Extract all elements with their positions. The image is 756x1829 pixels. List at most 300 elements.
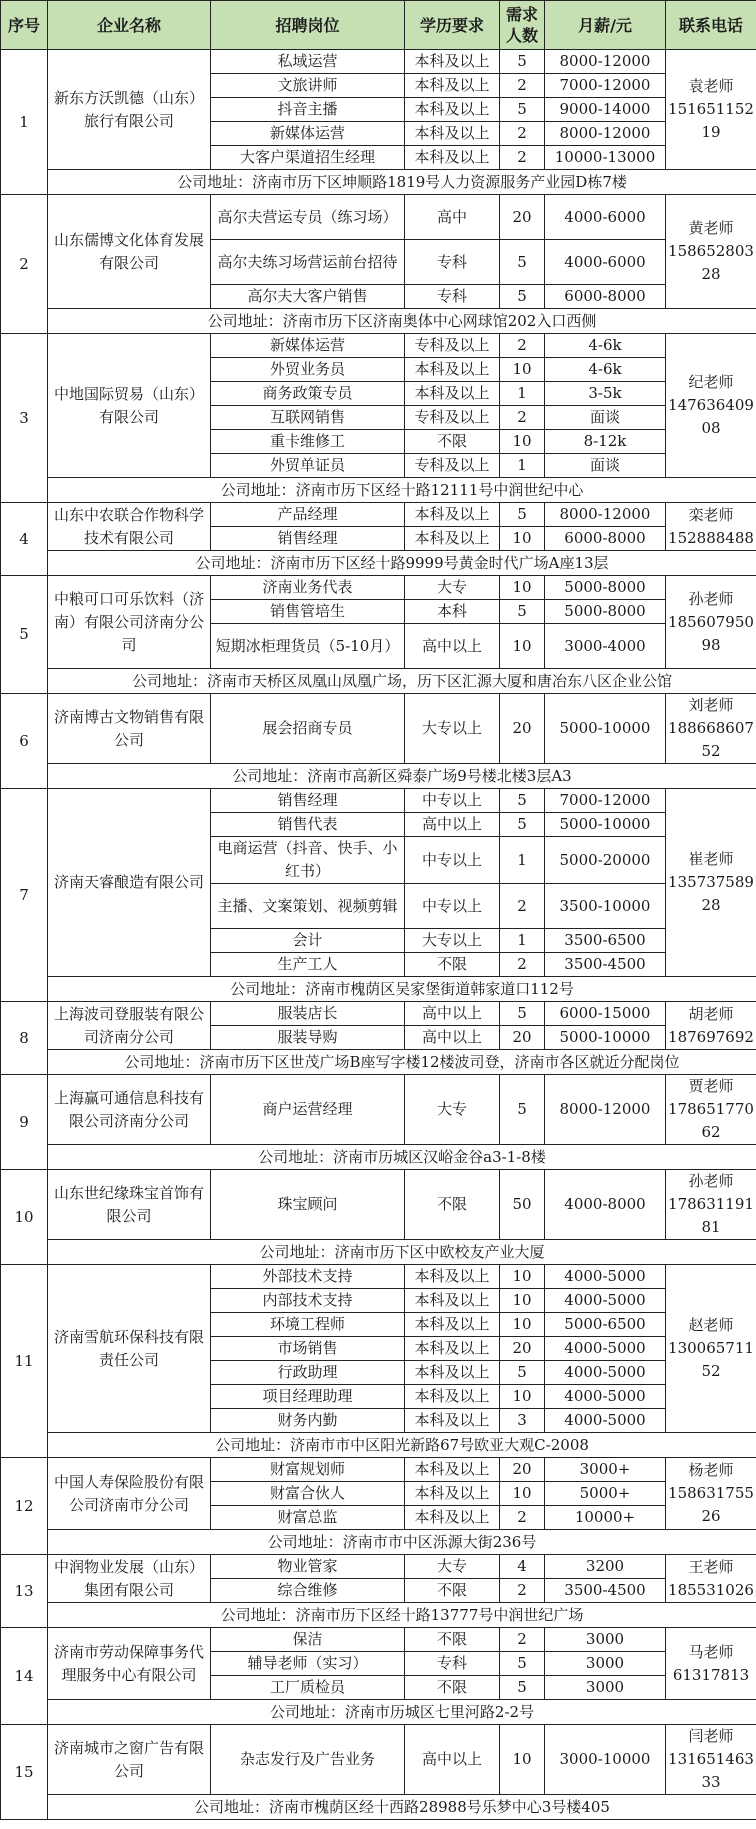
job-headcount: 2: [500, 334, 545, 358]
table-row: [1, 1265, 756, 1289]
job-salary: 6000-8000: [545, 285, 666, 309]
job-education: 本科及以上: [405, 1265, 500, 1289]
job-headcount: 1: [500, 454, 545, 478]
job-education: 本科及以上: [405, 1482, 500, 1506]
job-title: 外贸单证员: [211, 454, 405, 478]
contact-phone: 18560795098: [668, 612, 754, 654]
job-salary: 3000-10000: [545, 1725, 666, 1795]
job-education: 高中: [405, 195, 500, 240]
address-row: [1, 1530, 756, 1555]
job-headcount: 2: [500, 122, 545, 146]
job-title: 内部技术支持: [211, 1289, 405, 1313]
job-title: 主播、文案策划、视频剪辑: [211, 884, 405, 929]
address-row: [1, 170, 756, 195]
company-index: 6: [1, 694, 48, 789]
company-contact: [666, 1725, 756, 1795]
company-name: 上海赢可通信息科技有限公司济南分公司: [48, 1075, 211, 1145]
header-row: [1, 1, 756, 50]
address-row: [1, 1700, 756, 1725]
job-salary: 3000: [545, 1676, 666, 1700]
company-index: 8: [1, 1002, 48, 1075]
job-headcount: 5: [500, 50, 545, 74]
job-education: 专科: [405, 1652, 500, 1676]
contact-phone: 61317813: [672, 1665, 750, 1684]
job-education: 中专以上: [405, 789, 500, 813]
job-salary: 3200: [545, 1555, 666, 1579]
job-education: 本科及以上: [405, 1361, 500, 1385]
header-position: 招聘岗位: [211, 1, 405, 50]
job-education: 专科及以上: [405, 406, 500, 430]
address-value: 济南市历城区七里河路2-2号: [344, 1702, 535, 1721]
company-name: 济南天睿酿造有限公司: [48, 789, 211, 977]
job-table-body: [1, 50, 756, 1820]
contact-name: 刘老师: [688, 696, 734, 714]
job-education: 大专: [405, 1075, 500, 1145]
job-salary: 4000-8000: [545, 1170, 666, 1240]
job-salary: 8000-12000: [545, 50, 666, 74]
job-headcount: 1: [500, 382, 545, 406]
job-salary: 9000-14000: [545, 98, 666, 122]
job-title: 环境工程师: [211, 1313, 405, 1337]
address-label: 公司地址：: [220, 480, 296, 499]
job-title: 私域运营: [211, 50, 405, 74]
job-title: 外部技术支持: [211, 1265, 405, 1289]
job-education: 本科及以上: [405, 358, 500, 382]
contact-phone: 17865177062: [668, 1100, 754, 1141]
job-headcount: 2: [500, 406, 545, 430]
job-headcount: 10: [500, 624, 545, 669]
contact-name: 栾老师: [688, 505, 734, 524]
company-address: [48, 478, 756, 503]
address-label: 公司地址：: [215, 1435, 291, 1454]
job-headcount: 10: [500, 1385, 545, 1409]
job-headcount: 20: [500, 1458, 545, 1482]
job-title: 杂志发行及广告业务: [211, 1725, 405, 1795]
job-headcount: 5: [500, 503, 545, 527]
job-education: 中专以上: [405, 837, 500, 884]
job-headcount: 2: [500, 884, 545, 929]
address-row: [1, 551, 756, 576]
job-headcount: 10: [500, 358, 545, 382]
job-salary: 4000-5000: [545, 1337, 666, 1361]
table-row: [1, 50, 756, 74]
contact-name: 黄老师: [688, 219, 734, 237]
job-education: 本科及以上: [405, 146, 500, 170]
job-title: 商户运营经理: [211, 1075, 405, 1145]
job-headcount: 10: [500, 1725, 545, 1795]
address-row: [1, 1145, 756, 1170]
job-salary: 面谈: [545, 406, 666, 430]
company-index: 1: [1, 50, 48, 195]
job-education: 大专: [405, 1555, 500, 1579]
job-headcount: 10: [500, 1482, 545, 1506]
table-row: [1, 1170, 756, 1240]
address-label: 公司地址：: [124, 1052, 200, 1071]
job-title: 销售经理: [211, 789, 405, 813]
job-headcount: 2: [500, 1506, 545, 1530]
job-salary: 4000-6000: [545, 195, 666, 240]
job-headcount: 5: [500, 1361, 545, 1385]
header-education: 学历要求: [405, 1, 500, 50]
job-headcount: 20: [500, 694, 545, 764]
address-row: [1, 1603, 756, 1628]
job-education: 不限: [405, 1579, 500, 1603]
job-education: 本科及以上: [405, 1385, 500, 1409]
job-title: 会计: [211, 929, 405, 953]
job-headcount: 2: [500, 146, 545, 170]
job-salary: 面谈: [545, 454, 666, 478]
job-education: 不限: [405, 1676, 500, 1700]
job-title: 产品经理: [211, 503, 405, 527]
job-headcount: 2: [500, 74, 545, 98]
job-title: 生产工人: [211, 953, 405, 977]
company-address: [48, 669, 756, 694]
header-headcount: 需求人数: [500, 1, 545, 50]
contact-name: 崔老师: [688, 850, 734, 868]
address-value: 济南市历下区经十路12111号中润世纪中心: [295, 480, 584, 499]
company-address: [48, 1795, 756, 1820]
job-title: 财富总监: [211, 1506, 405, 1530]
table-row: [1, 1555, 756, 1579]
job-salary: 5000-6500: [545, 1313, 666, 1337]
address-label: 公司地址：: [230, 979, 306, 998]
address-value: 济南市市中区阳光新路67号欧亚大观C-2008: [290, 1435, 589, 1454]
company-index: 7: [1, 789, 48, 1002]
job-education: 高中以上: [405, 813, 500, 837]
company-name: 中国人寿保险股份有限公司济南市分公司: [48, 1458, 211, 1530]
address-row: [1, 478, 756, 503]
company-address: [48, 1433, 756, 1458]
company-index: 15: [1, 1725, 48, 1820]
job-title: 行政助理: [211, 1361, 405, 1385]
address-label: 公司地址：: [177, 172, 253, 191]
job-salary: 4-6k: [545, 334, 666, 358]
address-row: [1, 669, 756, 694]
contact-phone: 17863119181: [668, 1195, 754, 1236]
contact-name: 纪老师: [688, 373, 734, 391]
job-headcount: 2: [500, 1628, 545, 1652]
job-education: 大专: [405, 576, 500, 600]
job-title: 珠宝顾问: [211, 1170, 405, 1240]
address-label: 公司地址：: [267, 1532, 343, 1551]
job-salary: 7000-12000: [545, 74, 666, 98]
address-value: 济南市历下区坤顺路1819号人力资源服务产业园D栋7楼: [252, 172, 627, 191]
job-title: 财富合伙人: [211, 1482, 405, 1506]
job-title: 综合维修: [211, 1579, 405, 1603]
table-row: [1, 1725, 756, 1795]
company-contact: [666, 1628, 756, 1700]
company-contact: [666, 1170, 756, 1240]
job-education: 大专以上: [405, 694, 500, 764]
company-index: 13: [1, 1555, 48, 1628]
contact-phone: 13573758928: [668, 873, 754, 914]
job-headcount: 50: [500, 1170, 545, 1240]
job-salary: 3500-6500: [545, 929, 666, 953]
job-headcount: 10: [500, 527, 545, 551]
job-title: 展会招商专员: [211, 694, 405, 764]
contact-phone: 15165115219: [668, 100, 754, 141]
job-salary: 6000-15000: [545, 1002, 666, 1026]
contact-phone: 187697692: [668, 1027, 754, 1046]
job-title: 物业管家: [211, 1555, 405, 1579]
job-title: 高尔夫营运专员（练习场）: [211, 195, 405, 240]
job-title: 重卡维修工: [211, 430, 405, 454]
address-value: 济南市市中区泺源大街236号: [342, 1532, 537, 1551]
contact-name: 闫老师: [688, 1727, 734, 1745]
address-label: 公司地址：: [232, 766, 308, 785]
job-headcount: 3: [500, 1409, 545, 1433]
address-label: 公司地址：: [259, 1242, 335, 1261]
job-headcount: 10: [500, 1265, 545, 1289]
job-title: 服装店长: [211, 1002, 405, 1026]
company-index: 9: [1, 1075, 48, 1170]
job-salary: 7000-12000: [545, 789, 666, 813]
address-value: 济南市天桥区凤凰山凤凰广场，历下区汇源大厦和唐冶东八区企业公馆: [207, 671, 673, 690]
job-education: 本科及以上: [405, 1337, 500, 1361]
address-label: 公司地址：: [258, 1147, 334, 1166]
company-address: [48, 1603, 756, 1628]
job-salary: 8000-12000: [545, 503, 666, 527]
job-headcount: 1: [500, 837, 545, 884]
company-address: [48, 1145, 756, 1170]
job-salary: 8-12k: [545, 430, 666, 454]
job-title: 外贸业务员: [211, 358, 405, 382]
contact-name: 贾老师: [688, 1077, 734, 1095]
address-row: [1, 1795, 756, 1820]
job-salary: 4000-5000: [545, 1289, 666, 1313]
company-address: [48, 764, 756, 789]
job-salary: 10000+: [545, 1506, 666, 1530]
job-salary: 4-6k: [545, 358, 666, 382]
header-company: 企业名称: [48, 1, 211, 50]
address-value: 济南市历下区中欧校友产业大厦: [334, 1242, 545, 1261]
job-salary: 3500-10000: [545, 884, 666, 929]
company-contact: [666, 1265, 756, 1433]
company-name: 山东中农联合作物科学技术有限公司: [48, 503, 211, 551]
job-title: 项目经理助理: [211, 1385, 405, 1409]
job-education: 不限: [405, 1170, 500, 1240]
job-title: 电商运营（抖音、快手、小红书）: [211, 837, 405, 884]
header-index: 序号: [1, 1, 48, 50]
company-contact: [666, 789, 756, 977]
job-headcount: 2: [500, 953, 545, 977]
job-education: 专科及以上: [405, 334, 500, 358]
contact-phone: 15863175526: [668, 1484, 754, 1525]
job-education: 本科及以上: [405, 1506, 500, 1530]
job-salary: 3000+: [545, 1458, 666, 1482]
company-contact: [666, 1002, 756, 1050]
job-education: 中专以上: [405, 884, 500, 929]
job-salary: 4000-5000: [545, 1409, 666, 1433]
job-title: 财富规划师: [211, 1458, 405, 1482]
job-education: 高中以上: [405, 624, 500, 669]
job-headcount: 4: [500, 1555, 545, 1579]
address-row: [1, 977, 756, 1002]
company-address: [48, 1530, 756, 1555]
contact-name: 马老师: [688, 1642, 734, 1661]
company-address: [48, 1240, 756, 1265]
company-name: 新东方沃凯德（山东）旅行有限公司: [48, 50, 211, 170]
company-address: [48, 170, 756, 195]
job-education: 本科: [405, 600, 500, 624]
job-education: 大专以上: [405, 929, 500, 953]
address-row: [1, 309, 756, 334]
company-contact: [666, 1075, 756, 1145]
job-education: 专科: [405, 285, 500, 309]
job-salary: 5000-10000: [545, 1026, 666, 1050]
address-row: [1, 764, 756, 789]
contact-phone: 15865280328: [668, 242, 754, 283]
job-education: 高中以上: [405, 1026, 500, 1050]
company-index: 3: [1, 334, 48, 503]
job-title: 辅导老师（实习）: [211, 1652, 405, 1676]
address-value: 济南市历下区经十路9999号黄金时代广场A座13层: [270, 553, 609, 572]
job-title: 商务政策专员: [211, 382, 405, 406]
contact-phone: 18866860752: [668, 719, 754, 760]
address-label: 公司地址：: [195, 553, 271, 572]
job-title: 大客户渠道招生经理: [211, 146, 405, 170]
job-headcount: 5: [500, 285, 545, 309]
job-headcount: 5: [500, 1676, 545, 1700]
job-salary: 3-5k: [545, 382, 666, 406]
job-education: 本科及以上: [405, 382, 500, 406]
address-row: [1, 1240, 756, 1265]
job-education: 本科及以上: [405, 1313, 500, 1337]
table-row: [1, 1002, 756, 1026]
job-title: 文旅讲师: [211, 74, 405, 98]
address-label: 公司地址：: [194, 1797, 270, 1816]
job-education: 高中以上: [405, 1002, 500, 1026]
address-value: 济南市槐荫区吴家堡街道韩家道口112号: [305, 979, 574, 998]
company-index: 5: [1, 576, 48, 694]
job-salary: 5000+: [545, 1482, 666, 1506]
job-salary: 4000-5000: [545, 1361, 666, 1385]
job-title: 高尔夫练习场营运前台招待: [211, 240, 405, 285]
job-title: 济南业务代表: [211, 576, 405, 600]
job-headcount: 20: [500, 195, 545, 240]
job-headcount: 20: [500, 1337, 545, 1361]
job-title: 服装导购: [211, 1026, 405, 1050]
contact-name: 胡老师: [688, 1004, 734, 1023]
address-value: 济南市槐荫区经十西路28988号乐梦中心3号楼405: [269, 1797, 610, 1816]
table-row: [1, 1458, 756, 1482]
company-contact: [666, 1458, 756, 1530]
company-name: 上海波司登服装有限公司济南分公司: [48, 1002, 211, 1050]
job-headcount: 10: [500, 576, 545, 600]
company-index: 10: [1, 1170, 48, 1265]
contact-phone: 14763640908: [668, 396, 754, 437]
job-education: 本科及以上: [405, 1289, 500, 1313]
contact-name: 孙老师: [688, 589, 734, 608]
company-contact: [666, 694, 756, 764]
job-headcount: 10: [500, 430, 545, 454]
job-education: 不限: [405, 953, 500, 977]
job-salary: 5000-20000: [545, 837, 666, 884]
job-education: 本科及以上: [405, 527, 500, 551]
table-row: [1, 195, 756, 240]
contact-name: 袁老师: [688, 77, 734, 95]
job-title: 工厂质检员: [211, 1676, 405, 1700]
company-address: [48, 309, 756, 334]
job-salary: 8000-12000: [545, 1075, 666, 1145]
company-name: 中地国际贸易（山东）有限公司: [48, 334, 211, 478]
job-salary: 4000-5000: [545, 1265, 666, 1289]
job-salary: 3000: [545, 1652, 666, 1676]
company-address: [48, 977, 756, 1002]
job-salary: 10000-13000: [545, 146, 666, 170]
job-salary: 3000-4000: [545, 624, 666, 669]
header-phone: 联系电话: [666, 1, 756, 50]
job-headcount: 5: [500, 789, 545, 813]
company-name: 济南城市之窗广告有限公司: [48, 1725, 211, 1795]
job-salary: 3000: [545, 1628, 666, 1652]
company-contact: [666, 1555, 756, 1603]
job-title: 短期冰柜理货员（5-10月）: [211, 624, 405, 669]
company-contact: [666, 50, 756, 170]
job-education: 本科及以上: [405, 122, 500, 146]
address-label: 公司地址：: [220, 1605, 296, 1624]
company-index: 14: [1, 1628, 48, 1725]
contact-name: 杨老师: [688, 1461, 734, 1479]
table-row: [1, 789, 756, 813]
job-headcount: 1: [500, 929, 545, 953]
job-title: 销售管培生: [211, 600, 405, 624]
job-education: 不限: [405, 430, 500, 454]
job-education: 本科及以上: [405, 74, 500, 98]
contact-name: 王老师: [688, 1557, 734, 1576]
job-education: 专科及以上: [405, 454, 500, 478]
job-headcount: 5: [500, 1075, 545, 1145]
job-salary: 8000-12000: [545, 122, 666, 146]
job-headcount: 10: [500, 1313, 545, 1337]
job-headcount: 5: [500, 1002, 545, 1026]
job-education: 本科及以上: [405, 98, 500, 122]
job-headcount: 10: [500, 1289, 545, 1313]
job-headcount: 20: [500, 1026, 545, 1050]
job-title: 互联网销售: [211, 406, 405, 430]
job-headcount: 5: [500, 600, 545, 624]
job-title: 高尔夫大客户销售: [211, 285, 405, 309]
job-salary: 4000-5000: [545, 1385, 666, 1409]
job-education: 专科: [405, 240, 500, 285]
job-headcount: 5: [500, 240, 545, 285]
address-label: 公司地址：: [131, 671, 207, 690]
company-index: 11: [1, 1265, 48, 1458]
company-index: 2: [1, 195, 48, 334]
table-row: [1, 503, 756, 527]
address-row: [1, 1433, 756, 1458]
company-name: 山东世纪缘珠宝首饰有限公司: [48, 1170, 211, 1240]
job-title: 销售经理: [211, 527, 405, 551]
company-contact: [666, 576, 756, 669]
company-index: 4: [1, 503, 48, 576]
job-title: 抖音主播: [211, 98, 405, 122]
job-salary: 4000-6000: [545, 240, 666, 285]
job-salary: 3500-4500: [545, 1579, 666, 1603]
company-name: 济南雪航环保科技有限责任公司: [48, 1265, 211, 1433]
job-salary: 5000-10000: [545, 813, 666, 837]
address-row: [1, 1050, 756, 1075]
address-value: 济南市历下区经十路13777号中润世纪广场: [295, 1605, 584, 1624]
address-value: 济南市历城区汉峪金谷a3-1-8楼: [333, 1147, 546, 1166]
contact-phone: 13165146333: [668, 1750, 754, 1791]
job-title: 新媒体运营: [211, 334, 405, 358]
job-salary: 6000-8000: [545, 527, 666, 551]
company-contact: [666, 503, 756, 551]
job-salary: 3500-4500: [545, 953, 666, 977]
job-salary: 5000-10000: [545, 694, 666, 764]
company-address: [48, 551, 756, 576]
